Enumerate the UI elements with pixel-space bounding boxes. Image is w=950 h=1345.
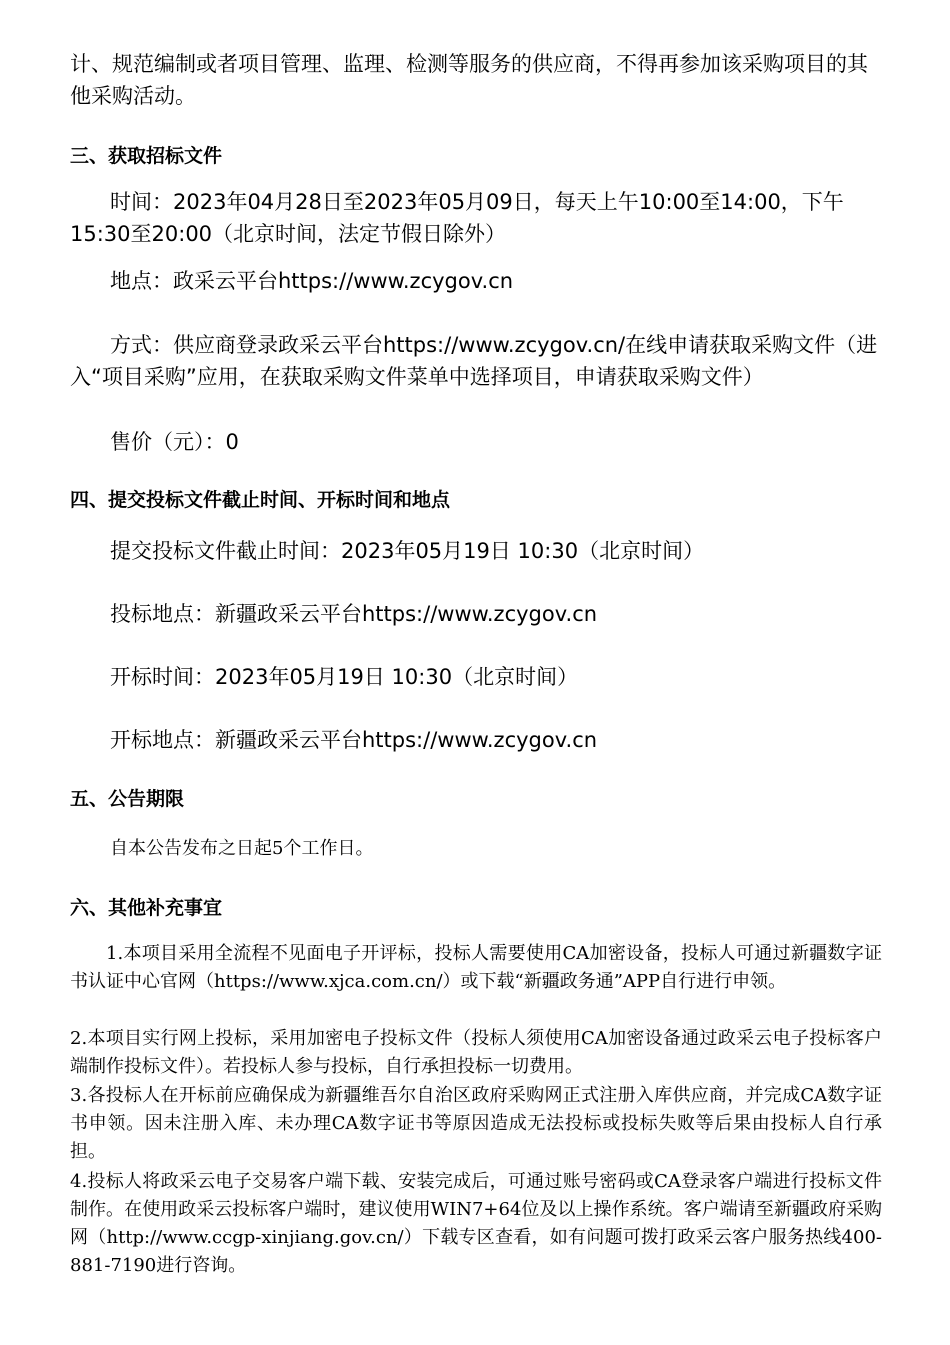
section-4-heading: 四、提交投标文件截止时间、开标时间和地点 xyxy=(70,489,451,511)
section-5-heading: 五、公告期限 xyxy=(70,788,185,810)
opening-time: 开标时间：2023年05月19日 10:30（北京时间） xyxy=(110,665,579,689)
bid-location: 投标地点：新疆政采云平台https://www.zcygov.cn xyxy=(110,602,598,626)
acquire-method: 方式：供应商登录政采云平台https://www.zcygov.cn/在线申请获取采购文件（进入“项目采购”应用，在获取采购文件菜单中选择项目，申请获取采购文件） xyxy=(70,333,878,389)
acquire-location: 地点：政采云平台https://www.zcygov.cn xyxy=(110,269,514,293)
supplementary-item: 3.各投标人在开标前应确保成为新疆维吾尔自治区政府采购网正式注册入库供应商，并完成CA数字证书申领。因未注册入库、未办理CA数字证书等原因造成无法投标或投标失败等后果由投标人自行承担。 xyxy=(70,1085,882,1162)
supplementary-item: 1.本项目采用全流程不见面电子开评标，投标人需要使用CA加密设备，投标人可通过新疆数字证书认证中心官网（https://www.xjca.com.cn/）或下载“新疆政务通”APP自行进行申领。 xyxy=(70,943,882,992)
document-price: 售价（元）：0 xyxy=(110,430,239,454)
supplementary-item: 2.本项目实行网上投标，采用加密电子投标文件（投标人须使用CA加密设备通过政采云电子投标客户端制作投标文件）。若投标人参与投标，自行承担投标一切费用。 xyxy=(70,1028,882,1077)
bid-deadline: 提交投标文件截止时间：2023年05月19日 10:30（北京时间） xyxy=(110,539,705,563)
section-3-heading: 三、获取招标文件 xyxy=(70,145,223,167)
notice-period-text: 自本公告发布之日起5个工作日。 xyxy=(110,838,374,859)
supplementary-item: 4.投标人将政采云电子交易客户端下载、安装完成后，可通过账号密码或CA登录客户端进行投标文件制作。在使用政采云投标客户端时，建议使用WIN7+64位及以上操作系统。客户端请至新疆政府采购网（http://www.ccgp-xinjiang.gov.cn/）下载专区查看，如有问题可拨打政采云客户服务热线400-881-7190进行咨询。 xyxy=(70,1171,882,1276)
intro-paragraph: 计、规范编制或者项目管理、监理、检测等服务的供应商，不得再参加该采购项目的其他采购活动。 xyxy=(70,52,868,108)
opening-location: 开标地点：新疆政采云平台https://www.zcygov.cn xyxy=(110,728,598,752)
section-6-heading: 六、其他补充事宜 xyxy=(70,897,223,919)
acquire-time: 时间：2023年04月28日至2023年05月09日，每天上午10:00至14:00，下午15:30至20:00（北京时间，法定节假日除外） xyxy=(70,190,844,246)
